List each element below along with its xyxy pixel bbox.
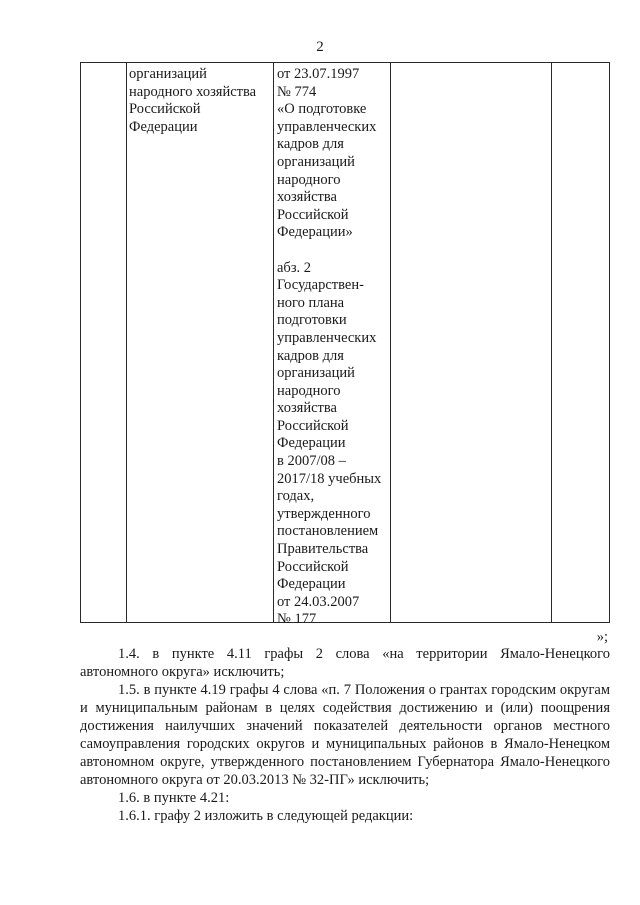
paragraph-1-6-1: 1.6.1. графу 2 изложить в следующей редакции:	[118, 808, 414, 824]
table-column-divider	[273, 63, 274, 622]
paragraph-1-6: 1.6. в пункте 4.21:	[118, 790, 230, 806]
table-column-divider	[551, 63, 552, 622]
table-closing-quote: »;	[596, 629, 608, 645]
paragraph-1-5: 1.5. в пункте 4.19 графы 4 слова «п. 7 Положения о грантах городским округам и муниципальным районам в целях содействия достижению и (или) поощрения достижения наилучших значений показателей деятельности органов местного самоуправления городских округов и муниципальных районов в Ямало-Ненецком автономном округе, утвержденного постановлением Губернатора Ямало-Ненецкого автономного округа от 20.03.2013 № 32-ПГ» исключить;	[80, 682, 610, 788]
table-cell-organization: организаций народного хозяйства Российской Федерации	[129, 66, 257, 135]
table-column-divider	[126, 63, 127, 622]
amendment-table	[80, 62, 610, 628]
page-number: 2	[316, 39, 324, 55]
table-cell-legal-basis: от 23.07.1997 № 774 «О подготовке управленческих кадров для организаций народного хозяйства Российской Федерации» абз. 2 Государствен- ного плана подготовки управленческих кадров для организаций народного хозяйства Российской Федерации в 2007/08 – 2017/18 учебных годах, утвержденного постановлением Правительства Российской Федерации от 24.03.2007 № 177	[277, 66, 382, 628]
amendment-paragraphs	[80, 645, 610, 825]
paragraph-1-4: 1.4. в пункте 4.11 графы 2 слова «на территории Ямало-Ненецкого автономного округа» исключить;	[80, 646, 610, 680]
